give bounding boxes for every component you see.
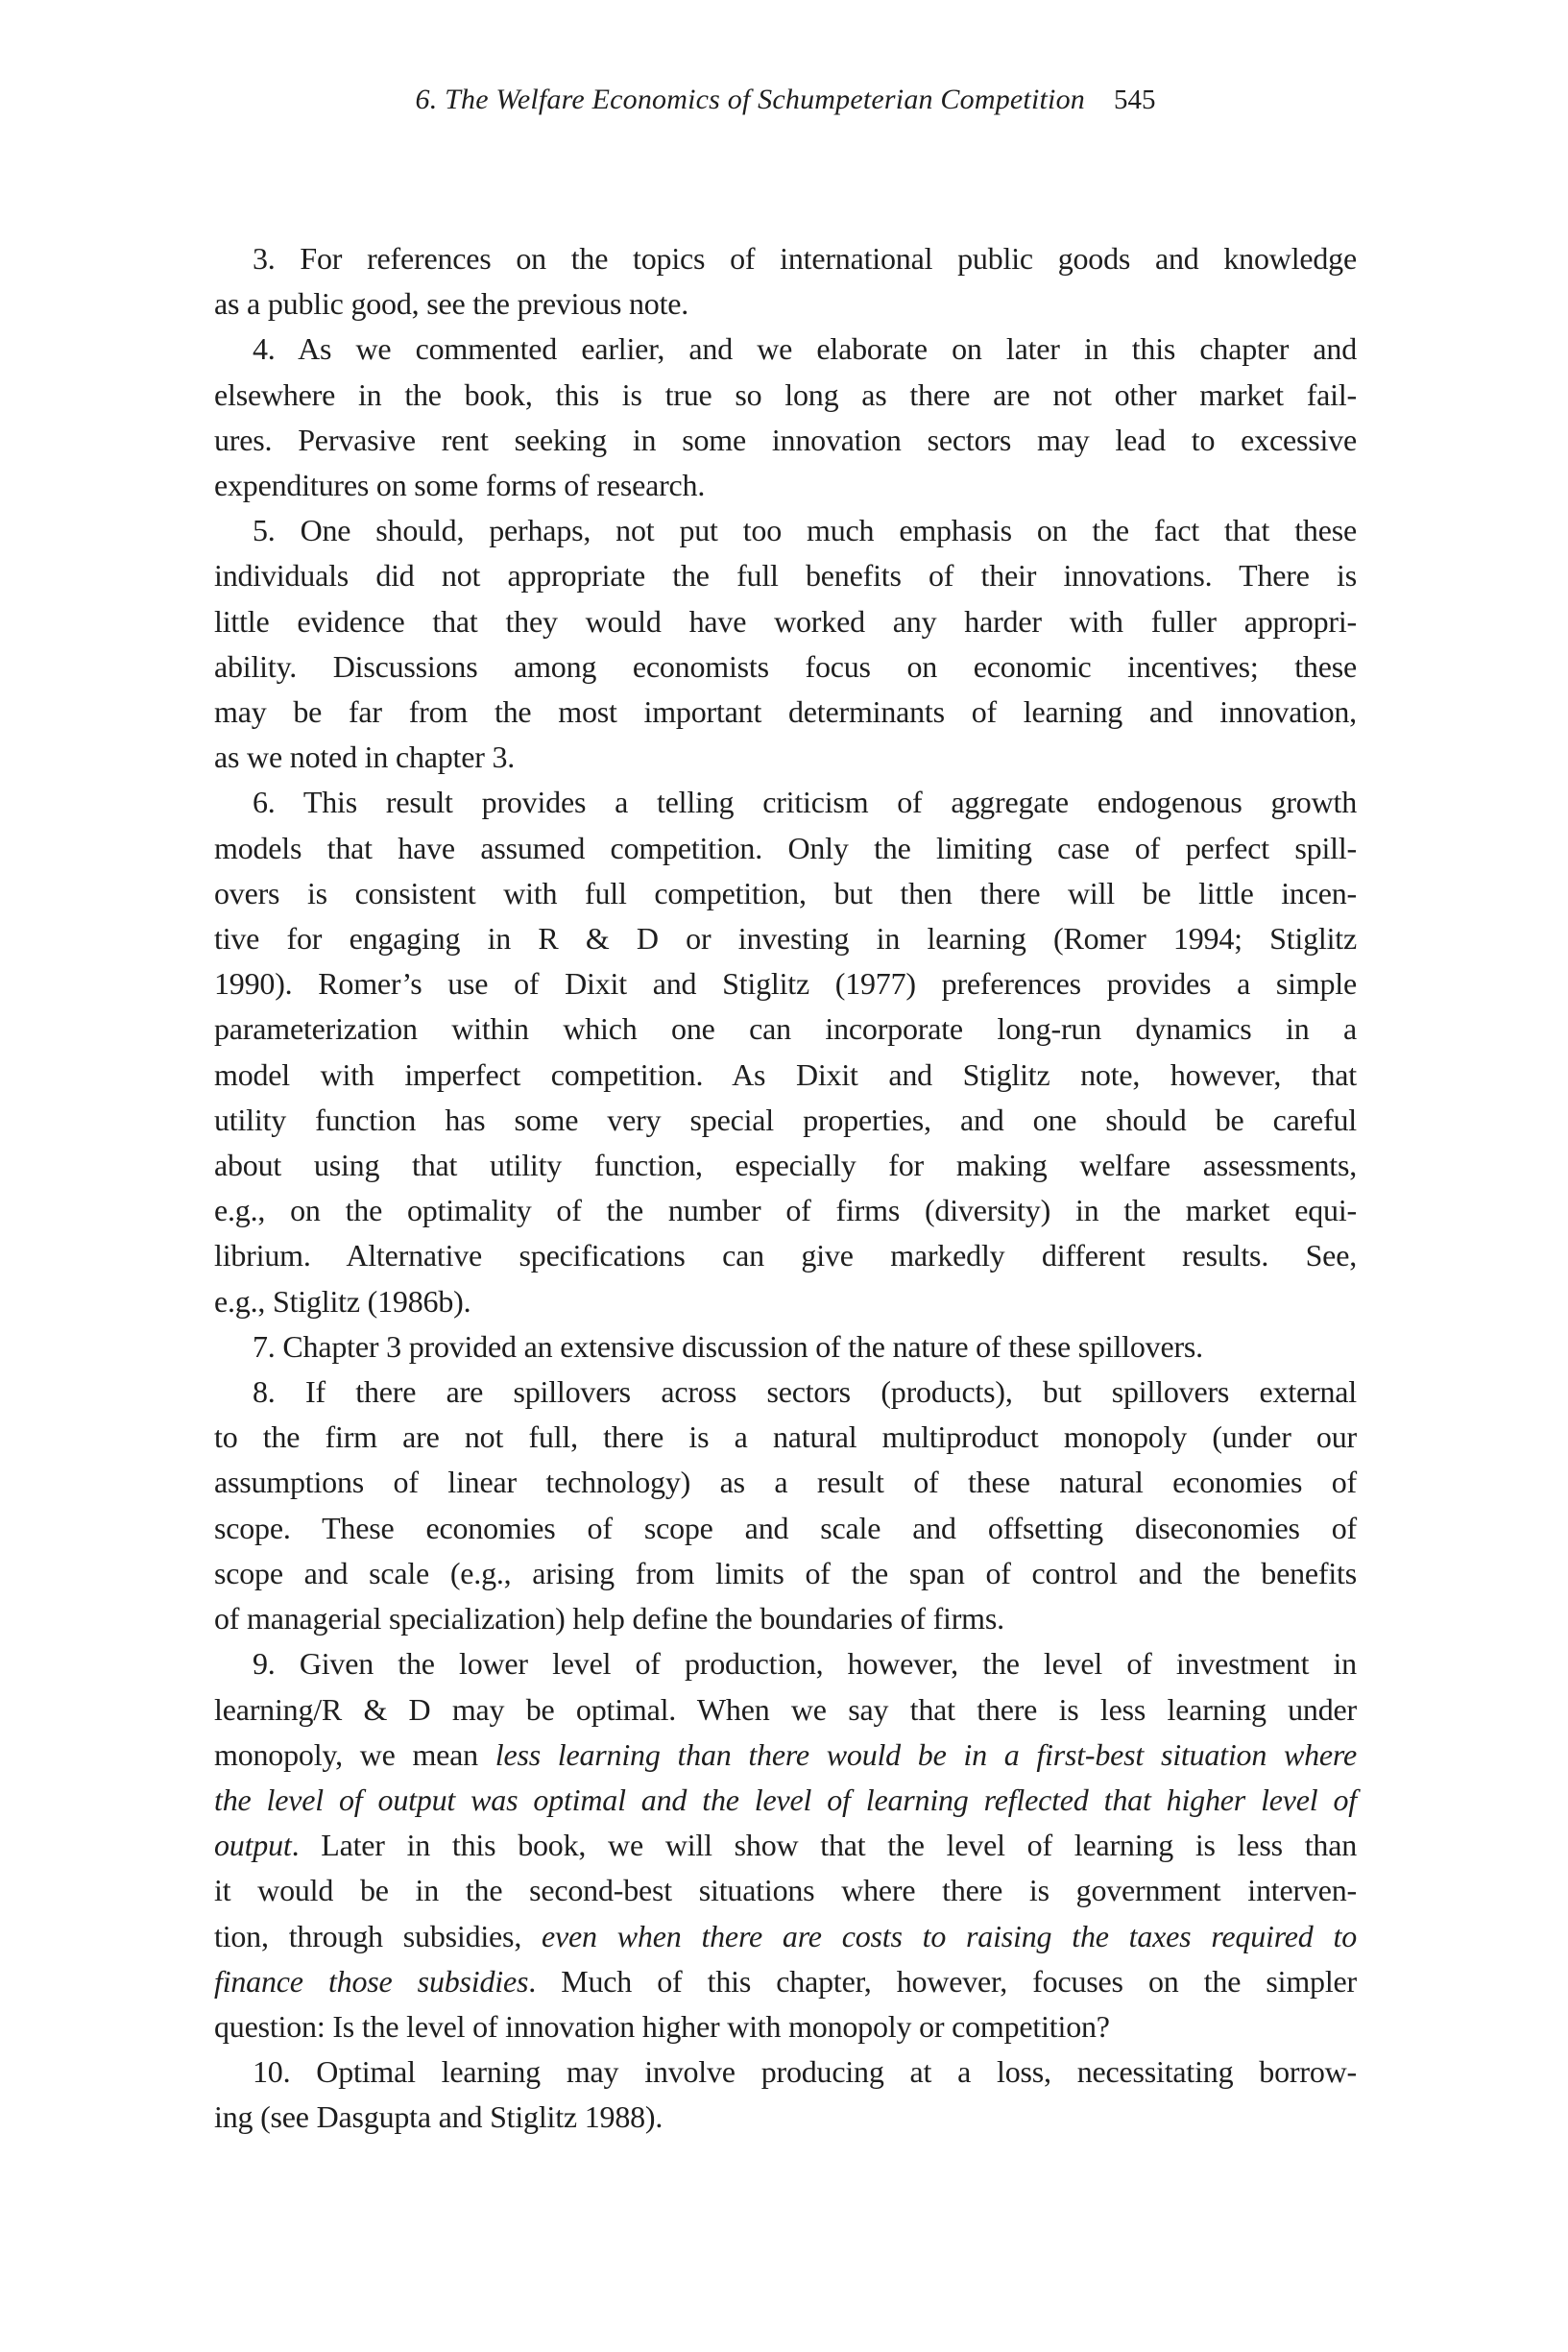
text-line (214, 735, 1357, 780)
text-run: expenditures on some forms of research. (214, 468, 706, 503)
text-line (214, 1959, 1357, 2004)
text-line (214, 1143, 1357, 1188)
text-run: individuals did not appropriate the full benefits of their innovations. There is (214, 558, 1357, 594)
text-line (214, 1506, 1357, 1551)
page-number: 545 (1113, 85, 1156, 115)
text-run: as we noted in chapter 3. (214, 740, 516, 775)
text-run: . Much of this chapter, however, focuses on the simpler (528, 1963, 1357, 1999)
text-line (214, 1279, 1357, 1324)
text-line (214, 553, 1357, 598)
text-line (214, 1233, 1357, 1278)
text-line (214, 418, 1357, 463)
text-line (214, 1823, 1357, 1868)
text-line (214, 1687, 1357, 1733)
text-run: utility function has some very special properties, and one should be careful (214, 1102, 1357, 1137)
footnote-paragraph (214, 2049, 1357, 2140)
text-run: about using that utility function, especially for making welfare assessments, (214, 1148, 1357, 1183)
text-line (214, 1053, 1357, 1098)
text-run: 3. For references on the topics of international public goods and knowledge (253, 241, 1357, 276)
text-run: . Later in this book, we will show that the level of learning is less than (291, 1828, 1357, 1863)
text-run: 5. One should, perhaps, not put too much emphasis on the fact that these (253, 513, 1357, 548)
text-run: models that have assumed competition. Only the limiting case of perfect spill- (214, 830, 1357, 865)
italic-text-run: the level of output was optimal and the level of learning reflected that higher level of (214, 1782, 1357, 1817)
italic-text-run: even when there are costs to raising the taxes required to (542, 1918, 1357, 1953)
text-line (214, 327, 1357, 372)
italic-text-run: output (214, 1828, 292, 1863)
footnote-paragraph (214, 1324, 1357, 1370)
text-line (214, 1596, 1357, 1641)
text-run: of managerial specialization) help define the boundaries of firms. (214, 1601, 1004, 1637)
text-line (214, 826, 1357, 871)
text-line (214, 373, 1357, 418)
text-line (214, 463, 1357, 508)
text-run: ures. Pervasive rent seeking in some innovation sectors may lead to excessive (214, 422, 1357, 457)
footnote-paragraph (214, 1641, 1357, 2049)
text-line (214, 2004, 1357, 2049)
running-head (214, 83, 1357, 117)
text-run: overs is consistent with full competition, but then there will be little incen- (214, 875, 1357, 910)
text-line (214, 1415, 1357, 1460)
text-run: scope and scale (e.g., arising from limits of the span of control and the benefits (214, 1555, 1357, 1590)
text-line (214, 1868, 1357, 1913)
text-run: to the firm are not full, there is a natural multiproduct monopoly (under our (214, 1419, 1357, 1455)
footnote-paragraph (214, 236, 1357, 327)
footnote-paragraph (214, 327, 1357, 508)
text-line (214, 916, 1357, 961)
text-line (214, 1778, 1357, 1823)
text-run: model with imperfect competition. As Dixit and Stiglitz note, however, that (214, 1056, 1357, 1092)
text-line (214, 599, 1357, 644)
footnote-paragraph (214, 1370, 1357, 1641)
text-run: librium. Alternative specifications can give markedly different results. See, (214, 1238, 1357, 1273)
text-run: may be far from the most important determinants of learning and innovation, (214, 694, 1357, 730)
text-line (214, 1641, 1357, 1686)
text-run: 4. As we commented earlier, and we elaborate on later in this chapter and (253, 331, 1357, 367)
text-run: little evidence that they would have worked any harder with fuller appropri- (214, 603, 1357, 639)
text-line (214, 1914, 1357, 1959)
text-run: 6. This result provides a telling criticism of aggregate endogenous growth (253, 785, 1357, 820)
text-line (214, 1733, 1357, 1778)
italic-text-run: finance those subsidies (214, 1963, 529, 1999)
text-line (214, 236, 1357, 281)
text-run: e.g., on the optimality of the number of firms (diversity) in the market equi- (214, 1193, 1357, 1228)
text-line (214, 961, 1357, 1006)
text-line (214, 1370, 1357, 1415)
text-line (214, 1006, 1357, 1052)
text-run: e.g., Stiglitz (1986b). (214, 1283, 471, 1319)
text-run: as a public good, see the previous note. (214, 286, 689, 322)
text-run: scope. These economies of scope and scale and offsetting diseconomies of (214, 1510, 1357, 1545)
text-line (214, 281, 1357, 327)
text-line (214, 1460, 1357, 1505)
text-run: parameterization within which one can incorporate long-run dynamics in a (214, 1011, 1357, 1047)
text-line (214, 1551, 1357, 1596)
text-line (214, 1324, 1357, 1370)
text-run: assumptions of linear technology) as a result of these natural economies of (214, 1465, 1357, 1500)
text-run: monopoly, we mean (214, 1736, 495, 1772)
text-run: 8. If there are spillovers across sectors (products), but spillovers external (253, 1374, 1357, 1410)
text-run: ability. Discussions among economists focus on economic incentives; these (214, 648, 1357, 684)
text-run: elsewhere in the book, this is true so long as there are not other market fail- (214, 376, 1357, 412)
footnotes (214, 236, 1357, 2141)
text-line (214, 1188, 1357, 1233)
text-line (214, 644, 1357, 690)
text-run: 10. Optimal learning may involve producing at a loss, necessitating borrow- (253, 2054, 1357, 2090)
text-run: 9. Given the lower level of production, however, the level of investment in (253, 1646, 1357, 1682)
chapter-running-title: 6. The Welfare Economics of Schumpeterian Competition (415, 84, 1085, 115)
text-run: learning/R & D may be optimal. When we say that there is less learning under (214, 1691, 1357, 1727)
footnote-paragraph (214, 780, 1357, 1323)
text-run: 1990). Romer’s use of Dixit and Stiglitz (1977) preferences provides a simple (214, 966, 1357, 1002)
text-line (214, 871, 1357, 916)
text-line (214, 2095, 1357, 2140)
text-run: tion, through subsidies, (214, 1918, 543, 1953)
text-line (214, 690, 1357, 735)
italic-text-run: less learning than there would be in a first-best situation where (495, 1736, 1357, 1772)
text-line (214, 1098, 1357, 1143)
text-run: question: Is the level of innovation higher with monopoly or competition? (214, 2008, 1110, 2044)
text-run: ing (see Dasgupta and Stiglitz 1988). (214, 2099, 663, 2135)
text-run: it would be in the second-best situations where there is government interven- (214, 1873, 1357, 1908)
text-run: tive for engaging in R & D or investing in learning (Romer 1994; Stiglitz (214, 921, 1357, 957)
text-line (214, 508, 1357, 553)
text-line (214, 780, 1357, 825)
text-line (214, 2049, 1357, 2095)
footnote-paragraph (214, 508, 1357, 780)
text-run: 7. Chapter 3 provided an extensive discussion of the nature of these spillovers. (253, 1328, 1203, 1364)
